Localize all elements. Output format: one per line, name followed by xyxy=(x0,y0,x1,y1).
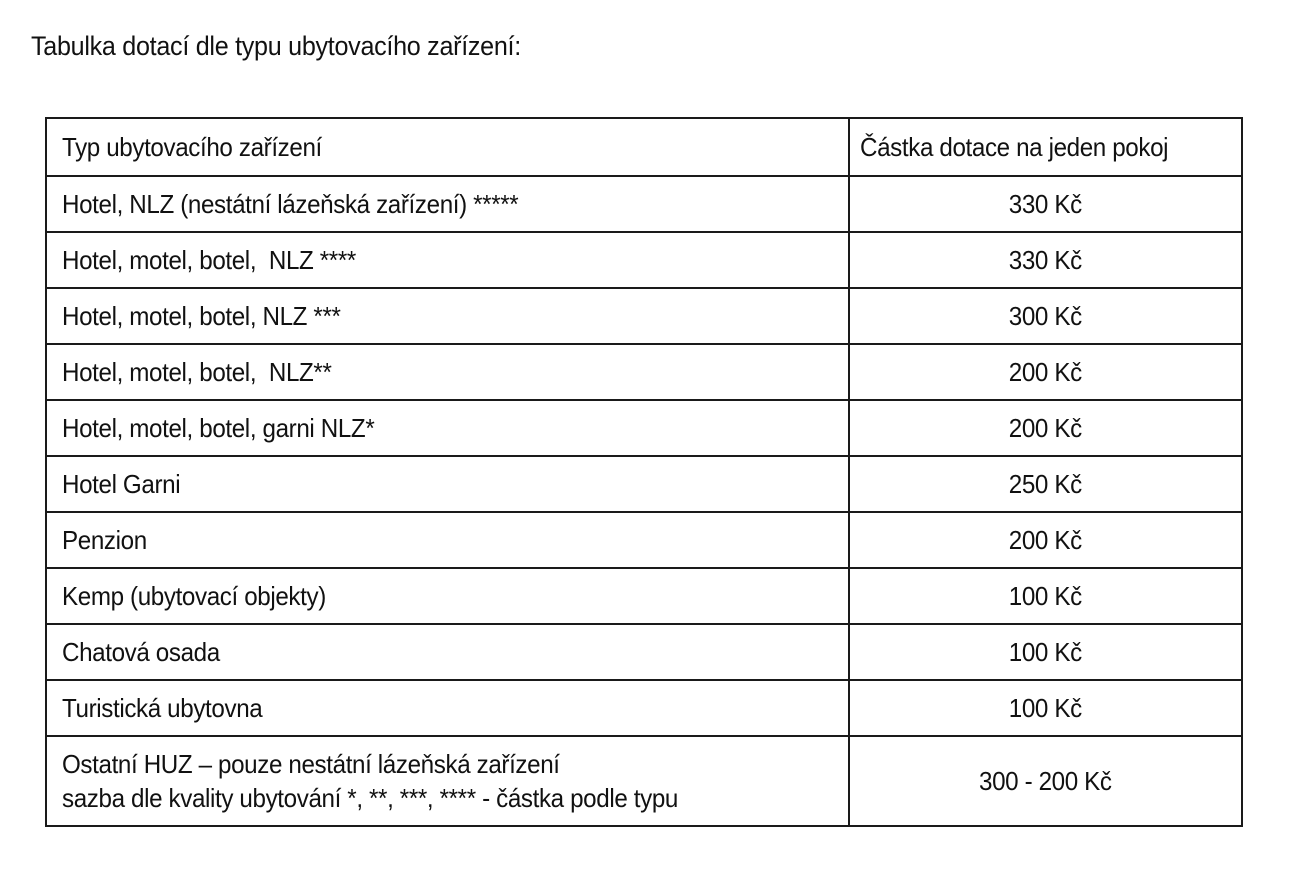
subsidy-table-container xyxy=(45,117,1243,827)
other-type-line-2: sazba dle kvality ubytování *, **, ***, **** - částka podle typu xyxy=(62,783,678,813)
cell-accommodation-type: Hotel Garni xyxy=(46,456,849,512)
cell-accommodation-type: Hotel, motel, botel, NLZ** xyxy=(46,344,849,400)
cell-accommodation-type: Chatová osada xyxy=(46,624,849,680)
table-row xyxy=(46,456,1242,512)
cell-subsidy-amount: 200 Kč xyxy=(849,400,1242,456)
header-subsidy-amount: Částka dotace na jeden pokoj xyxy=(849,118,1242,176)
table-row xyxy=(46,624,1242,680)
table-header-row xyxy=(46,118,1242,176)
cell-accommodation-type: Hotel, motel, botel, NLZ *** xyxy=(46,288,849,344)
table-row xyxy=(46,568,1242,624)
cell-subsidy-amount: 100 Kč xyxy=(849,624,1242,680)
cell-accommodation-type: Hotel, NLZ (nestátní lázeňská zařízení) ***** xyxy=(46,176,849,232)
cell-subsidy-amount: 300 Kč xyxy=(849,288,1242,344)
table-caption: Tabulka dotací dle typu ubytovacího zařízení: xyxy=(31,31,521,61)
table-row xyxy=(46,232,1242,288)
cell-accommodation-type: Penzion xyxy=(46,512,849,568)
cell-subsidy-amount: 330 Kč xyxy=(849,176,1242,232)
cell-accommodation-type: Turistická ubytovna xyxy=(46,680,849,736)
cell-subsidy-amount: 200 Kč xyxy=(849,344,1242,400)
table-row xyxy=(46,176,1242,232)
cell-accommodation-type: Kemp (ubytovací objekty) xyxy=(46,568,849,624)
table-row xyxy=(46,400,1242,456)
table-row xyxy=(46,344,1242,400)
table-row xyxy=(46,680,1242,736)
header-accommodation-type: Typ ubytovacího zařízení xyxy=(46,118,849,176)
cell-accommodation-type: Hotel, motel, botel, garni NLZ* xyxy=(46,400,849,456)
cell-subsidy-amount: 100 Kč xyxy=(849,568,1242,624)
subsidy-table xyxy=(45,117,1243,827)
cell-subsidy-amount: 100 Kč xyxy=(849,680,1242,736)
cell-accommodation-type-other xyxy=(46,736,849,826)
cell-subsidy-amount: 250 Kč xyxy=(849,456,1242,512)
table-row-other xyxy=(46,736,1242,826)
table-row xyxy=(46,288,1242,344)
other-type-line-1: Ostatní HUZ – pouze nestátní lázeňská zařízení xyxy=(62,749,560,779)
cell-accommodation-type: Hotel, motel, botel, NLZ **** xyxy=(46,232,849,288)
cell-subsidy-amount: 200 Kč xyxy=(849,512,1242,568)
cell-subsidy-amount-other: 300 - 200 Kč xyxy=(849,736,1242,826)
cell-subsidy-amount: 330 Kč xyxy=(849,232,1242,288)
table-row xyxy=(46,512,1242,568)
